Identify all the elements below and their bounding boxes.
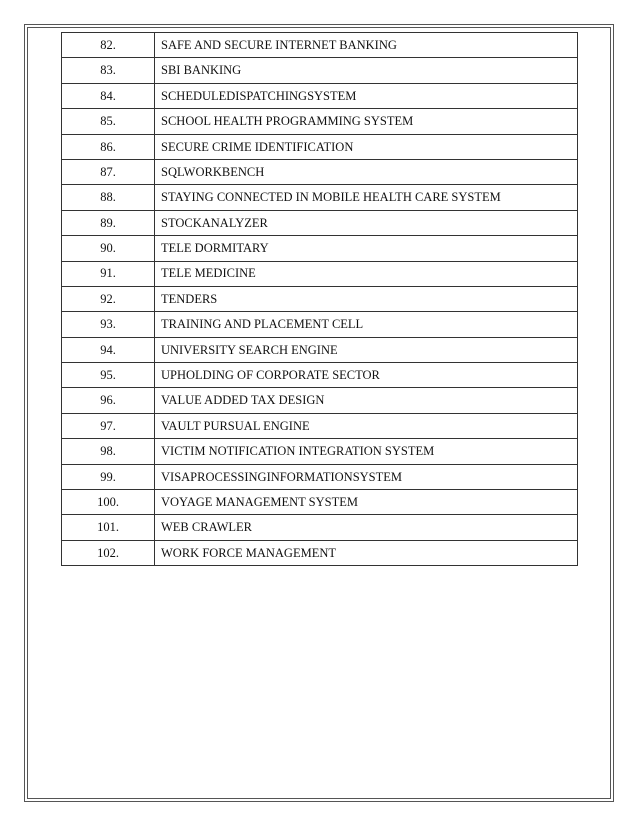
project-title: VAULT PURSUAL ENGINE — [155, 413, 578, 438]
project-title: WEB CRAWLER — [155, 515, 578, 540]
project-title: TENDERS — [155, 286, 578, 311]
table-row — [62, 515, 578, 540]
project-title: UNIVERSITY SEARCH ENGINE — [155, 337, 578, 362]
table-row — [62, 210, 578, 235]
project-title: VALUE ADDED TAX DESIGN — [155, 388, 578, 413]
table-row — [62, 439, 578, 464]
row-number: 84. — [62, 83, 155, 108]
project-list-body — [62, 33, 578, 566]
row-number: 86. — [62, 134, 155, 159]
table-row — [62, 388, 578, 413]
project-title: TELE DORMITARY — [155, 236, 578, 261]
row-number: 96. — [62, 388, 155, 413]
row-number: 87. — [62, 159, 155, 184]
project-title: VICTIM NOTIFICATION INTEGRATION SYSTEM — [155, 439, 578, 464]
table-row — [62, 33, 578, 58]
row-number: 97. — [62, 413, 155, 438]
table-row — [62, 464, 578, 489]
row-number: 85. — [62, 109, 155, 134]
row-number: 102. — [62, 540, 155, 565]
table-row — [62, 312, 578, 337]
row-number: 94. — [62, 337, 155, 362]
row-number: 89. — [62, 210, 155, 235]
row-number: 82. — [62, 33, 155, 58]
table-row — [62, 236, 578, 261]
project-title: SAFE AND SECURE INTERNET BANKING — [155, 33, 578, 58]
row-number: 95. — [62, 363, 155, 388]
row-number: 93. — [62, 312, 155, 337]
project-list-table — [61, 32, 578, 566]
table-row — [62, 413, 578, 438]
project-title: SECURE CRIME IDENTIFICATION — [155, 134, 578, 159]
project-title: SCHOOL HEALTH PROGRAMMING SYSTEM — [155, 109, 578, 134]
table-row — [62, 159, 578, 184]
row-number: 91. — [62, 261, 155, 286]
table-row — [62, 337, 578, 362]
row-number: 101. — [62, 515, 155, 540]
project-title: SBI BANKING — [155, 58, 578, 83]
project-title: STOCKANALYZER — [155, 210, 578, 235]
project-title: STAYING CONNECTED IN MOBILE HEALTH CARE SYSTEM — [155, 185, 578, 210]
table-row — [62, 185, 578, 210]
row-number: 92. — [62, 286, 155, 311]
row-number: 83. — [62, 58, 155, 83]
project-title: VOYAGE MANAGEMENT SYSTEM — [155, 490, 578, 515]
row-number: 100. — [62, 490, 155, 515]
project-title: WORK FORCE MANAGEMENT — [155, 540, 578, 565]
table-row — [62, 83, 578, 108]
row-number: 98. — [62, 439, 155, 464]
project-title: TELE MEDICINE — [155, 261, 578, 286]
row-number: 88. — [62, 185, 155, 210]
table-row — [62, 540, 578, 565]
table-row — [62, 363, 578, 388]
table-row — [62, 286, 578, 311]
table-row — [62, 134, 578, 159]
project-title: SCHEDULEDISPATCHINGSYSTEM — [155, 83, 578, 108]
project-title: TRAINING AND PLACEMENT CELL — [155, 312, 578, 337]
row-number: 99. — [62, 464, 155, 489]
table-row — [62, 109, 578, 134]
table-row — [62, 490, 578, 515]
table-row — [62, 58, 578, 83]
table-row — [62, 261, 578, 286]
project-title: SQLWORKBENCH — [155, 159, 578, 184]
project-title: VISAPROCESSINGINFORMATIONSYSTEM — [155, 464, 578, 489]
row-number: 90. — [62, 236, 155, 261]
project-title: UPHOLDING OF CORPORATE SECTOR — [155, 363, 578, 388]
